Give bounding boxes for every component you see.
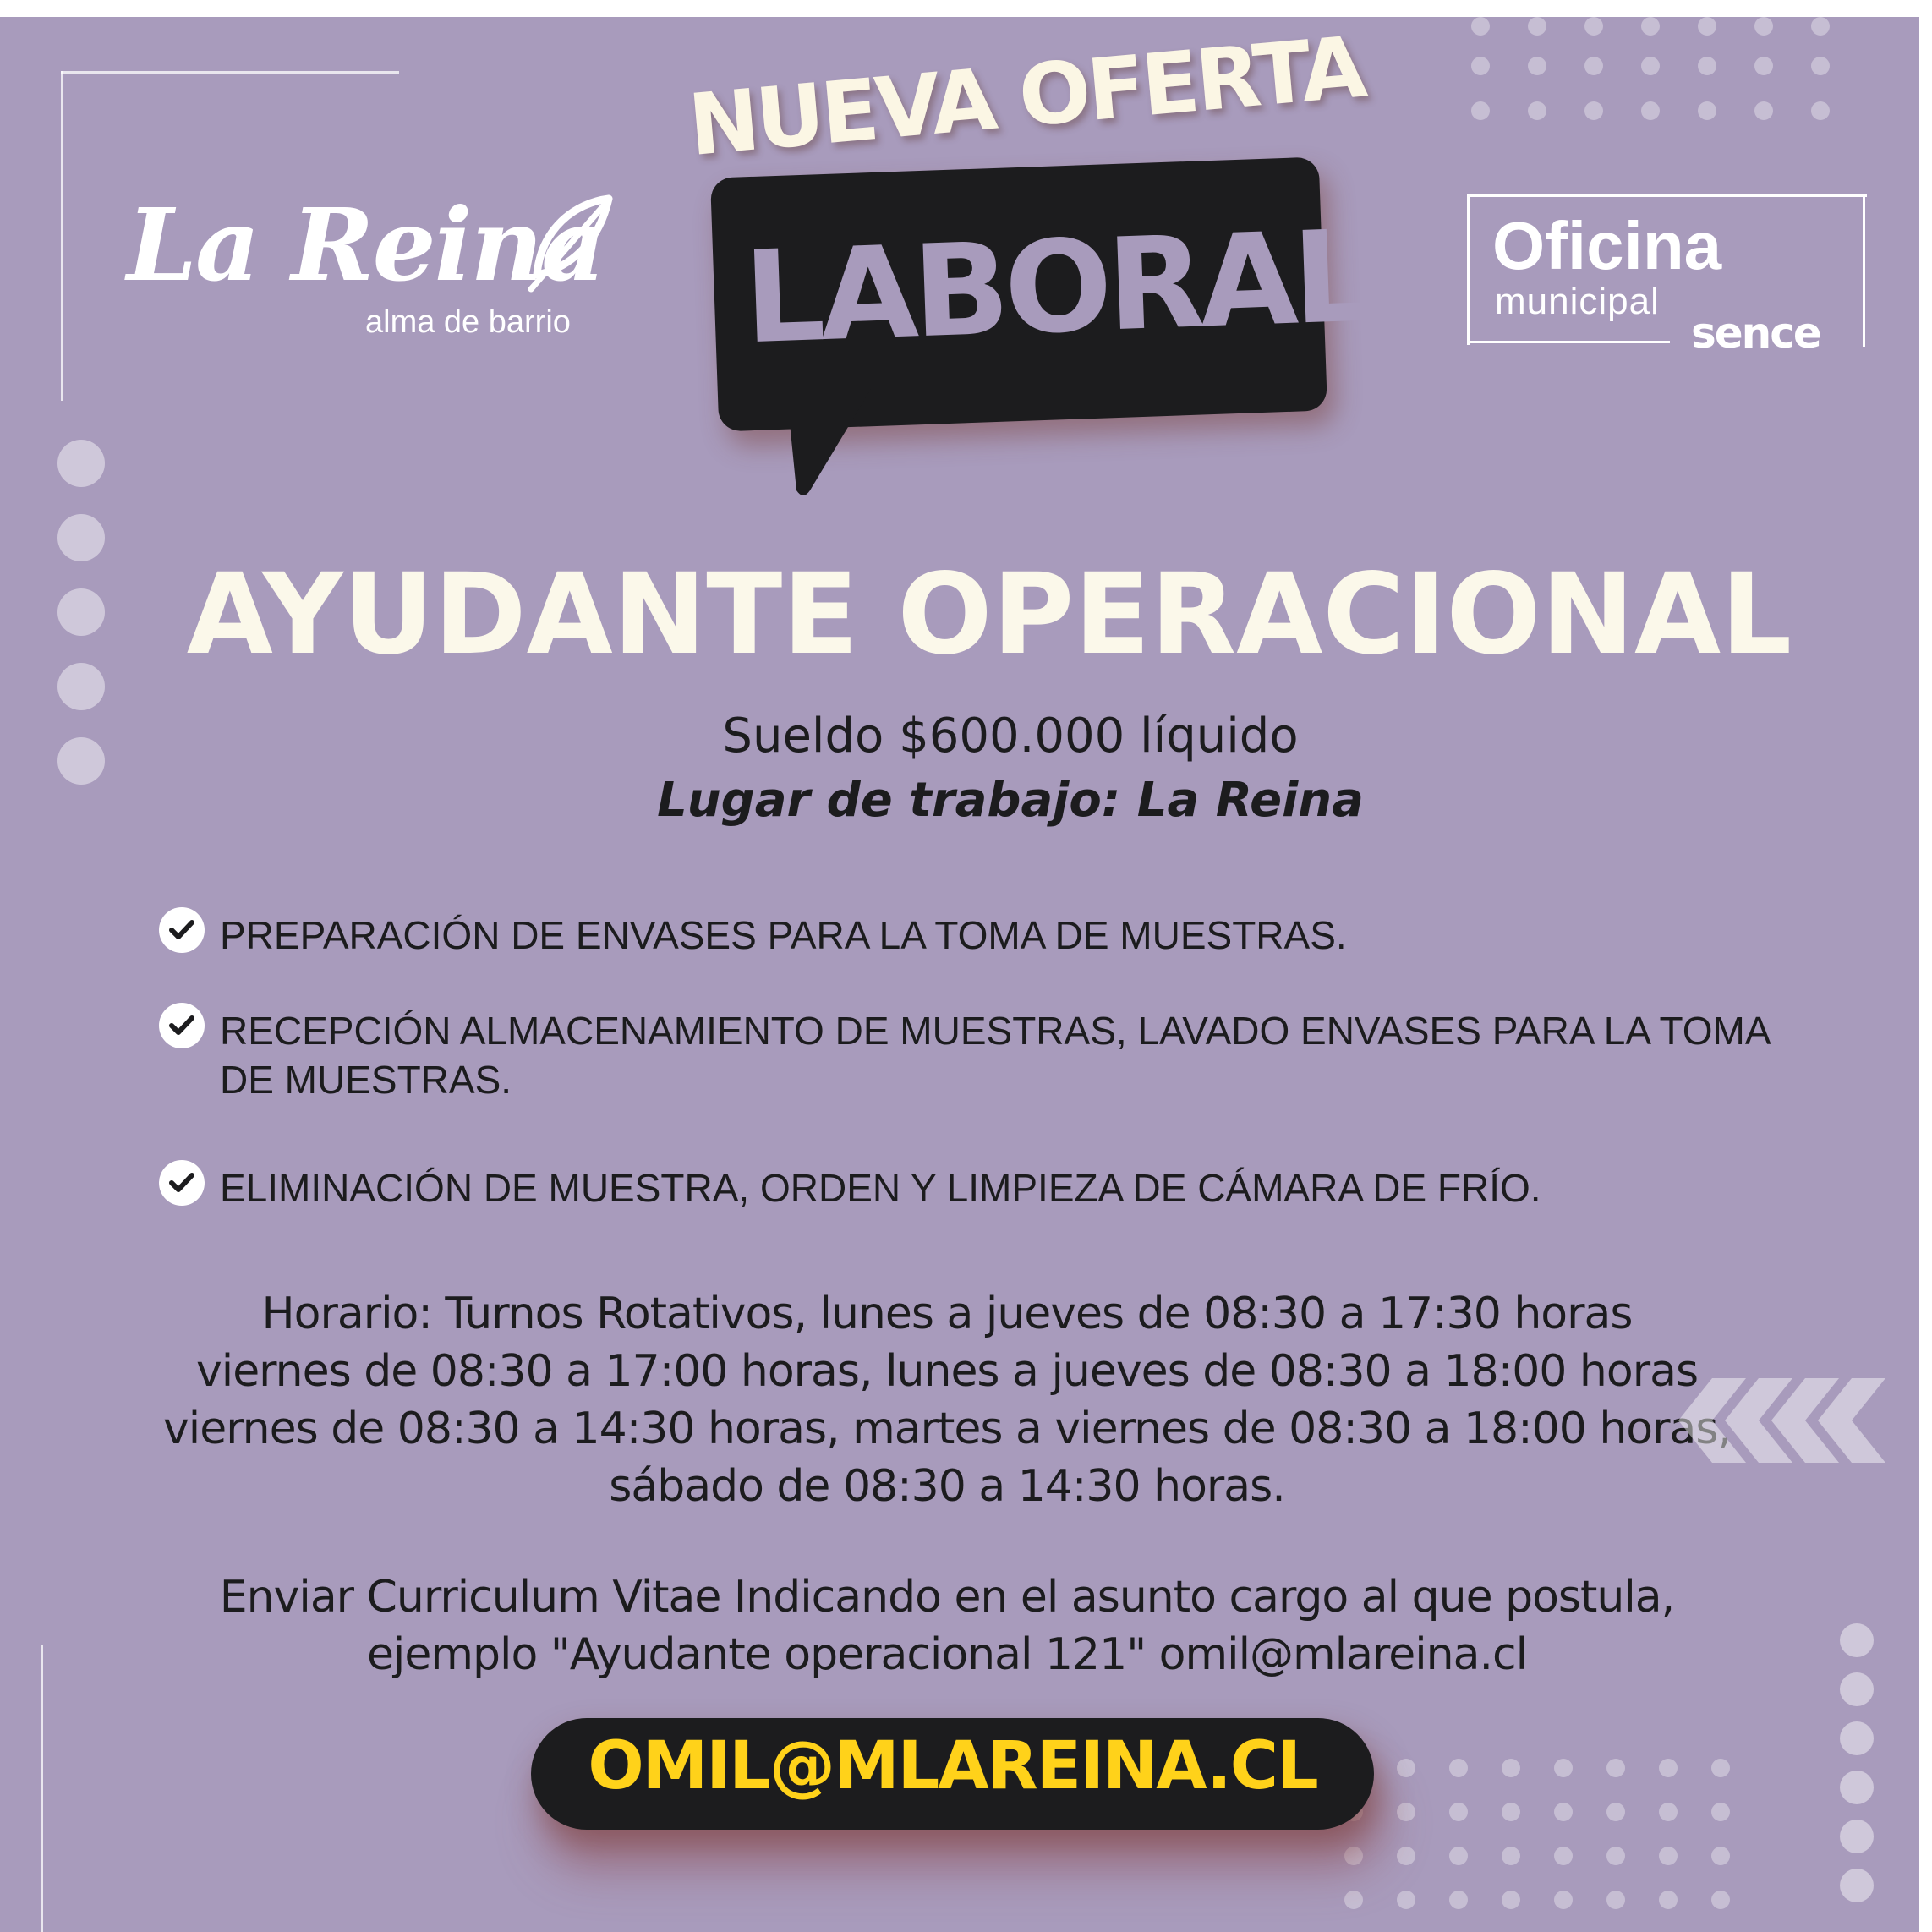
oficina-title: Oficina xyxy=(1492,208,1722,283)
duty-text: PREPARACIÓN DE ENVASES PARA LA TOMA DE MUESTRAS. xyxy=(220,913,1347,957)
instruction-line: ejemplo "Ayudante operacional 121" omil@mlareina.cl xyxy=(366,1629,1528,1680)
oficina-frame-right xyxy=(1863,194,1865,347)
la-reina-logo xyxy=(127,186,634,364)
frame-top-left-vertical xyxy=(61,71,63,401)
schedule-line: sábado de 08:30 a 14:30 horas. xyxy=(609,1461,1285,1512)
duty-text: ELIMINACIÓN DE MUESTRA, ORDEN Y LIMPIEZA DE CÁMARA DE FRÍO. xyxy=(220,1166,1541,1210)
application-instructions xyxy=(85,1568,1809,1683)
duty-text: RECEPCIÓN ALMACENAMIENTO DE MUESTRAS, LAVADO ENVASES PARA LA TOMA DE MUESTRAS. xyxy=(220,1009,1769,1102)
frame-top-left-horizontal xyxy=(61,71,399,74)
location-text: Lugar de trabajo: La Reina xyxy=(657,773,1364,828)
sence-logo: sence xyxy=(1691,309,1820,358)
frame-bottom-left-vertical xyxy=(41,1645,43,1932)
schedule-line: viernes de 08:30 a 17:00 horas, lunes a jueves de 08:30 a 18:00 horas xyxy=(195,1346,1699,1397)
schedule-block xyxy=(85,1285,1809,1515)
header-badge: LABORAL xyxy=(742,203,1371,373)
instruction-line: Enviar Curriculum Vitae Indicando en el asunto cargo al que postula, xyxy=(219,1572,1675,1623)
check-circle-icon xyxy=(159,907,205,953)
leaf-icon xyxy=(524,194,617,296)
chevrons-left-icon xyxy=(1678,1378,1890,1463)
salary-text: Sueldo $600.000 líquido xyxy=(722,709,1299,763)
speech-bubble-tail xyxy=(761,389,879,503)
oficina-frame-bottom xyxy=(1467,341,1670,343)
email-link[interactable]: OMIL@MLAREINA.CL xyxy=(588,1728,1317,1804)
job-title: AYUDANTE OPERACIONAL xyxy=(186,550,1792,680)
logo-tagline: alma de barrio xyxy=(365,304,571,340)
oficina-subtitle: municipal xyxy=(1495,281,1660,322)
check-circle-icon xyxy=(159,1003,205,1048)
logo-name: La Reina xyxy=(127,186,605,304)
schedule-line: viernes de 08:30 a 14:30 horas, martes a viernes de 08:30 a 18:00 horas, xyxy=(163,1404,1731,1454)
schedule-line: Horario: Turnos Rotativos, lunes a jueves de 08:30 a 17:30 horas xyxy=(261,1289,1633,1339)
job-offer-poster xyxy=(0,17,1919,1932)
header-kicker: NUEVA OFERTA xyxy=(684,17,1367,175)
check-circle-icon xyxy=(159,1160,205,1206)
